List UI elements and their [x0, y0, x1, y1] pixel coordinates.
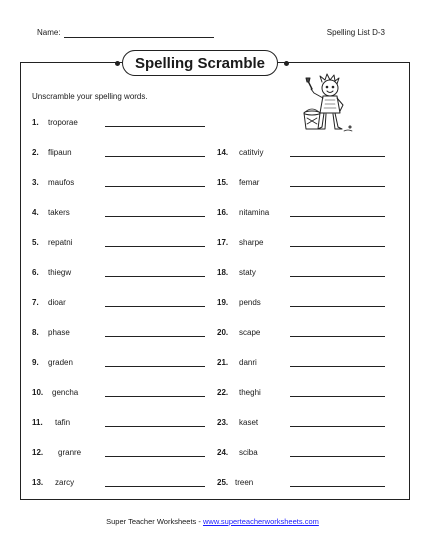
item-number: 6. — [32, 268, 39, 277]
item-number: 14. — [217, 148, 229, 157]
item-number: 24. — [217, 448, 229, 457]
answer-line[interactable] — [105, 276, 205, 277]
answer-line[interactable] — [105, 186, 205, 187]
scrambled-word: kaset — [239, 418, 259, 427]
answer-line[interactable] — [105, 486, 205, 487]
scrambled-word: flipaun — [48, 148, 72, 157]
answer-line[interactable] — [290, 396, 385, 397]
item-number: 11. — [32, 418, 43, 427]
scrambled-word: staty — [239, 268, 256, 277]
answer-line[interactable] — [290, 156, 385, 157]
item-number: 16. — [217, 208, 229, 217]
footer-link[interactable]: www.superteacherworksheets.com — [202, 517, 319, 526]
footer — [0, 517, 425, 526]
item-number: 18. — [217, 268, 229, 277]
scrambled-word: granre — [58, 448, 82, 457]
scrambled-word: femar — [239, 178, 260, 187]
scrambled-word: tafin — [55, 418, 71, 427]
item-number: 25. — [217, 478, 229, 487]
answer-line[interactable] — [105, 126, 205, 127]
scrambled-word: takers — [48, 208, 70, 217]
answer-line[interactable] — [105, 246, 205, 247]
scrambled-word: nitamina — [239, 208, 270, 217]
answer-line[interactable] — [290, 276, 385, 277]
scrambled-word: maufos — [48, 178, 75, 187]
title-left-dot — [115, 61, 120, 66]
answer-line[interactable] — [105, 396, 205, 397]
item-number: 20. — [217, 328, 229, 337]
item-number: 7. — [32, 298, 39, 307]
item-number: 9. — [32, 358, 39, 367]
scrambled-word: danri — [239, 358, 257, 367]
answer-line[interactable] — [290, 186, 385, 187]
item-number: 17. — [217, 238, 229, 247]
scrambled-word: theghi — [239, 388, 261, 397]
item-number: 13. — [32, 478, 44, 487]
item-number: 22. — [217, 388, 229, 397]
item-number: 8. — [32, 328, 39, 337]
scrambled-word: pends — [239, 298, 261, 307]
footer-brand: Super Teacher Worksheets - — [106, 517, 201, 526]
answer-line[interactable] — [105, 156, 205, 157]
item-number: 2. — [32, 148, 39, 157]
worksheet-title: Spelling Scramble — [122, 50, 278, 76]
answer-line[interactable] — [290, 246, 385, 247]
scrambled-word: thiegw — [48, 268, 72, 277]
item-number: 4. — [32, 208, 39, 217]
item-number: 19. — [217, 298, 229, 307]
spelling-list-id: Spelling List D-3 — [326, 28, 385, 37]
scrambled-word: troporae — [48, 118, 78, 127]
title-right-dot — [284, 61, 289, 66]
item-number: 15. — [217, 178, 229, 187]
scrambled-word: phase — [48, 328, 70, 337]
scrambled-word: repatni — [48, 238, 73, 247]
scrambled-word: zarcy — [55, 478, 75, 487]
answer-line[interactable] — [105, 426, 205, 427]
name-label: Name: — [37, 28, 61, 37]
item-number: 21. — [217, 358, 229, 367]
item-number: 12. — [32, 448, 44, 457]
scrambled-word: scape — [239, 328, 261, 337]
scrambled-word: dioar — [48, 298, 66, 307]
answer-line[interactable] — [290, 216, 385, 217]
answer-line[interactable] — [290, 486, 385, 487]
answer-line[interactable] — [105, 366, 205, 367]
scrambled-word: graden — [48, 358, 73, 367]
name-field[interactable] — [64, 37, 214, 38]
item-number: 5. — [32, 238, 39, 247]
answer-line[interactable] — [290, 456, 385, 457]
scrambled-word: gencha — [52, 388, 79, 397]
answer-line[interactable] — [105, 456, 205, 457]
scrambled-word: catitviy — [239, 148, 264, 157]
answer-line[interactable] — [105, 336, 205, 337]
painter-boy-illustration — [298, 73, 358, 135]
scrambled-word: treen — [235, 478, 254, 487]
answer-line[interactable] — [290, 306, 385, 307]
item-number: 3. — [32, 178, 39, 187]
scrambled-word: sciba — [239, 448, 258, 457]
item-number: 23. — [217, 418, 229, 427]
answer-line[interactable] — [105, 216, 205, 217]
instructions-text: Unscramble your spelling words. — [32, 92, 148, 101]
item-number: 10. — [32, 388, 44, 397]
answer-line[interactable] — [105, 306, 205, 307]
answer-line[interactable] — [290, 366, 385, 367]
scrambled-word: sharpe — [239, 238, 264, 247]
answer-line[interactable] — [290, 426, 385, 427]
item-number: 1. — [32, 118, 39, 127]
answer-line[interactable] — [290, 336, 385, 337]
